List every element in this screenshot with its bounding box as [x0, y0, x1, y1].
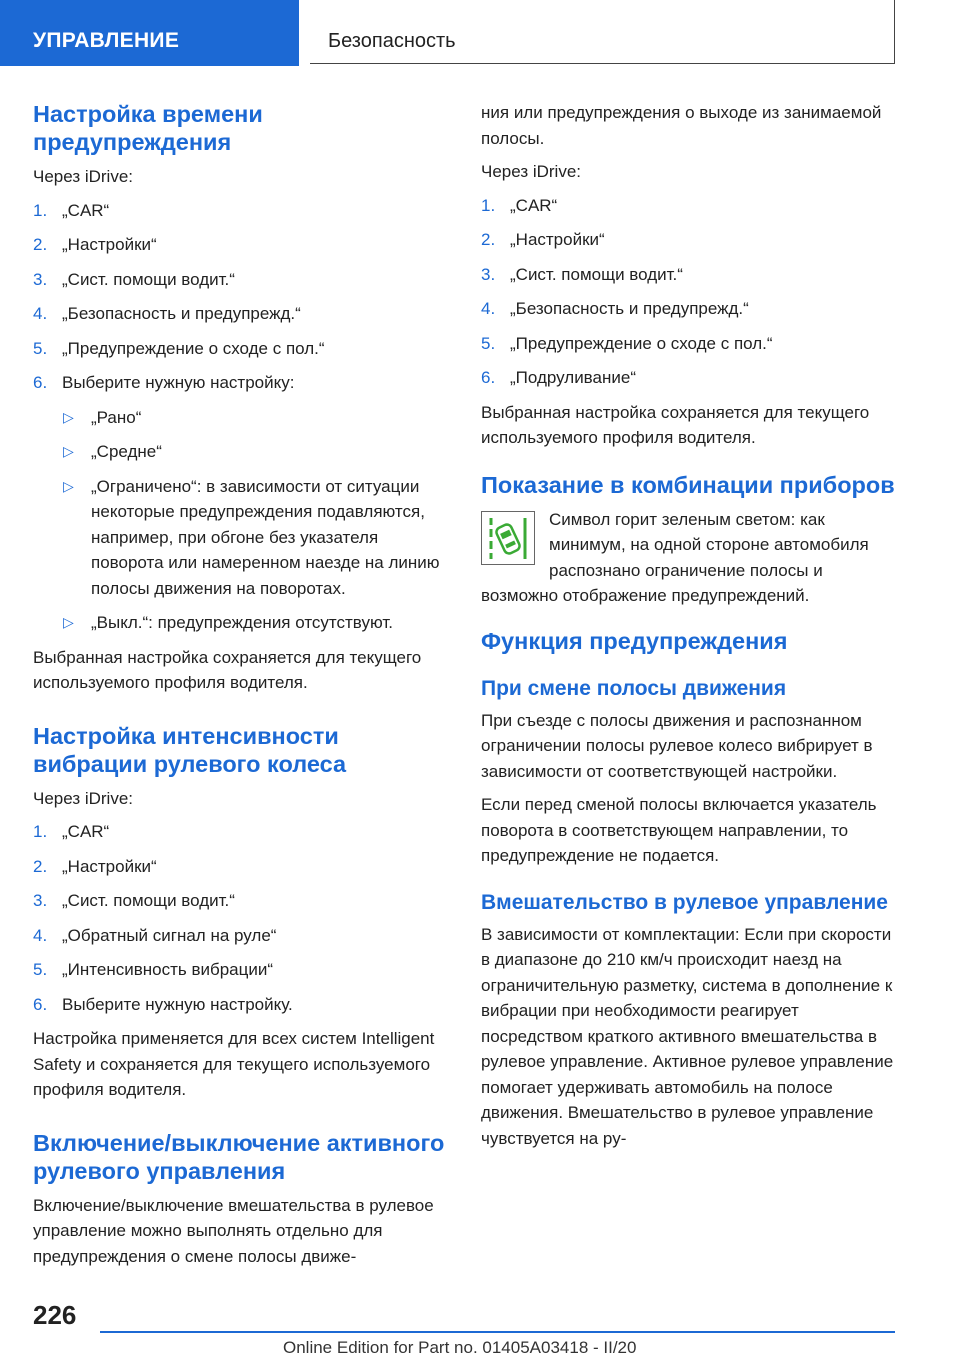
- body-text: Если перед сменой полосы включается указатель поворота в соответствующем направлении, то предупреждение не подается.: [481, 795, 877, 865]
- list-item: 2. „Настройки“: [33, 235, 157, 254]
- list-item: 5. „Предупреждение о сходе с пол.“: [33, 338, 325, 358]
- triangle-bullet-icon: ▷: [63, 408, 74, 425]
- note-text: Выбранная настройка сохраняется для текущего используемого профиля водителя.: [33, 647, 422, 692]
- triangle-bullet-icon: ▷: [63, 477, 74, 494]
- heading-lane-change: При смене полосы движения: [481, 676, 787, 700]
- list-item: 2. „Настройки“: [33, 856, 157, 876]
- intro-text: Через iDrive:: [33, 167, 134, 186]
- footer-divider: [100, 1331, 895, 1333]
- steps-list-2: [33, 819, 448, 1017]
- option-item: ▷ „Выкл.“: предупреждения отсутствуют.: [33, 610, 448, 636]
- option-item: ▷ „Ограничено“: в зависимости от ситуации некоторые предупреждения подавляются, например, при обгоне без указателя поворота или намеренном наезде на линию полосы движения на поворотах.: [33, 474, 448, 602]
- heading-warning-function: Функция предупреждения: [481, 627, 788, 654]
- list-item: 1. „CAR“: [481, 195, 558, 215]
- right-column: [481, 100, 901, 1159]
- footer-edition: Online Edition for Part no. 01405A03418 - II/20: [283, 1338, 637, 1357]
- heading-warning-time: Настройка времени предупреждения: [33, 101, 263, 155]
- heading-active-steering: Включение/выключение активного рулевого управления: [33, 1129, 445, 1184]
- display-description: [481, 507, 901, 609]
- note-text: Настройка применяется для всех систем Intelligent Safety и сохраняется для текущего используемого профиля водителя.: [33, 1029, 435, 1099]
- body-text: В зависимости от комплектации: Если при скорости в диапазоне до 210 км/ч происходит наезд на ограничительную разметку, система в дополнение к вибрации при необходимости реагирует посредством краткого активного вмешательства в рулевое управление. Активное рулевое управление помогает удерживать автомобиль на полосе движения. Вмешательство в рулевое управление чувствуется на ру-: [481, 924, 894, 1148]
- heading-vibration: Настройка интенсивности вибрации рулевого колеса: [33, 722, 347, 777]
- list-item: 1. „CAR“: [33, 200, 110, 220]
- lane-departure-warning-icon: [481, 511, 535, 565]
- heading-steering-intervention: Вмешательство в рулевое управление: [481, 890, 888, 914]
- list-item: 1. „CAR“: [33, 822, 110, 841]
- list-item: 5. „Интенсивность вибрации“: [33, 960, 274, 979]
- triangle-bullet-icon: ▷: [63, 443, 74, 459]
- steps-list-1: [33, 198, 448, 636]
- left-column: [33, 100, 448, 1277]
- continued-text: ния или предупреждения о выходе из занимаемой полосы.: [481, 103, 882, 148]
- page-number: 226: [33, 1300, 77, 1330]
- list-item: 6. Выберите нужную настройку:: [33, 373, 295, 392]
- body-text: Включение/выключение вмешательства в рулевое управление можно выполнять отдельно для предупреждения о смене полосы движе-: [33, 1195, 434, 1266]
- list-item: 4. „Безопасность и предупрежд.“: [33, 304, 301, 323]
- list-item: 2. „Настройки“: [481, 230, 605, 249]
- display-text: Символ горит зеленым светом: как минимум, на одной стороне автомобиля распознано ограничение полосы и возможно отображение предупреждений.: [481, 509, 869, 605]
- list-item: 3. „Сист. помощи водит.“: [33, 269, 235, 289]
- intro-text: Через iDrive:: [481, 162, 582, 181]
- intro-text: Через iDrive:: [33, 788, 134, 808]
- section-tab: УПРАВЛЕНИЕ: [0, 0, 299, 66]
- body-text: При съезде с полосы движения и распознанном ограничении полосы рулевое колесо вибрирует в зависимости от соответствующей настройки.: [481, 710, 873, 781]
- list-item: 4. „Безопасность и предупрежд.“: [481, 299, 749, 318]
- list-item: 6. „Подруливание“: [481, 368, 636, 387]
- subsection-header: Безопасность: [310, 0, 895, 64]
- list-item: 3. „Сист. помощи водит.“: [481, 264, 683, 284]
- list-item: 5. „Предупреждение о сходе с пол.“: [481, 333, 773, 353]
- steps-list-3: [481, 193, 901, 391]
- note-text: Выбранная настройка сохраняется для текущего используемого профиля водителя.: [481, 402, 870, 447]
- list-item: 3. „Сист. помощи водит.“: [33, 891, 235, 910]
- option-item: ▷ „Рано“: [33, 405, 448, 431]
- option-item: ▷ „Средне“: [33, 439, 448, 465]
- list-item: 4. „Обратный сигнал на руле“: [33, 925, 277, 945]
- list-item: 6. Выберите нужную настройку.: [33, 994, 293, 1014]
- triangle-bullet-icon: ▷: [63, 614, 74, 630]
- heading-instrument-display: Показание в комбинации приборов: [481, 471, 895, 498]
